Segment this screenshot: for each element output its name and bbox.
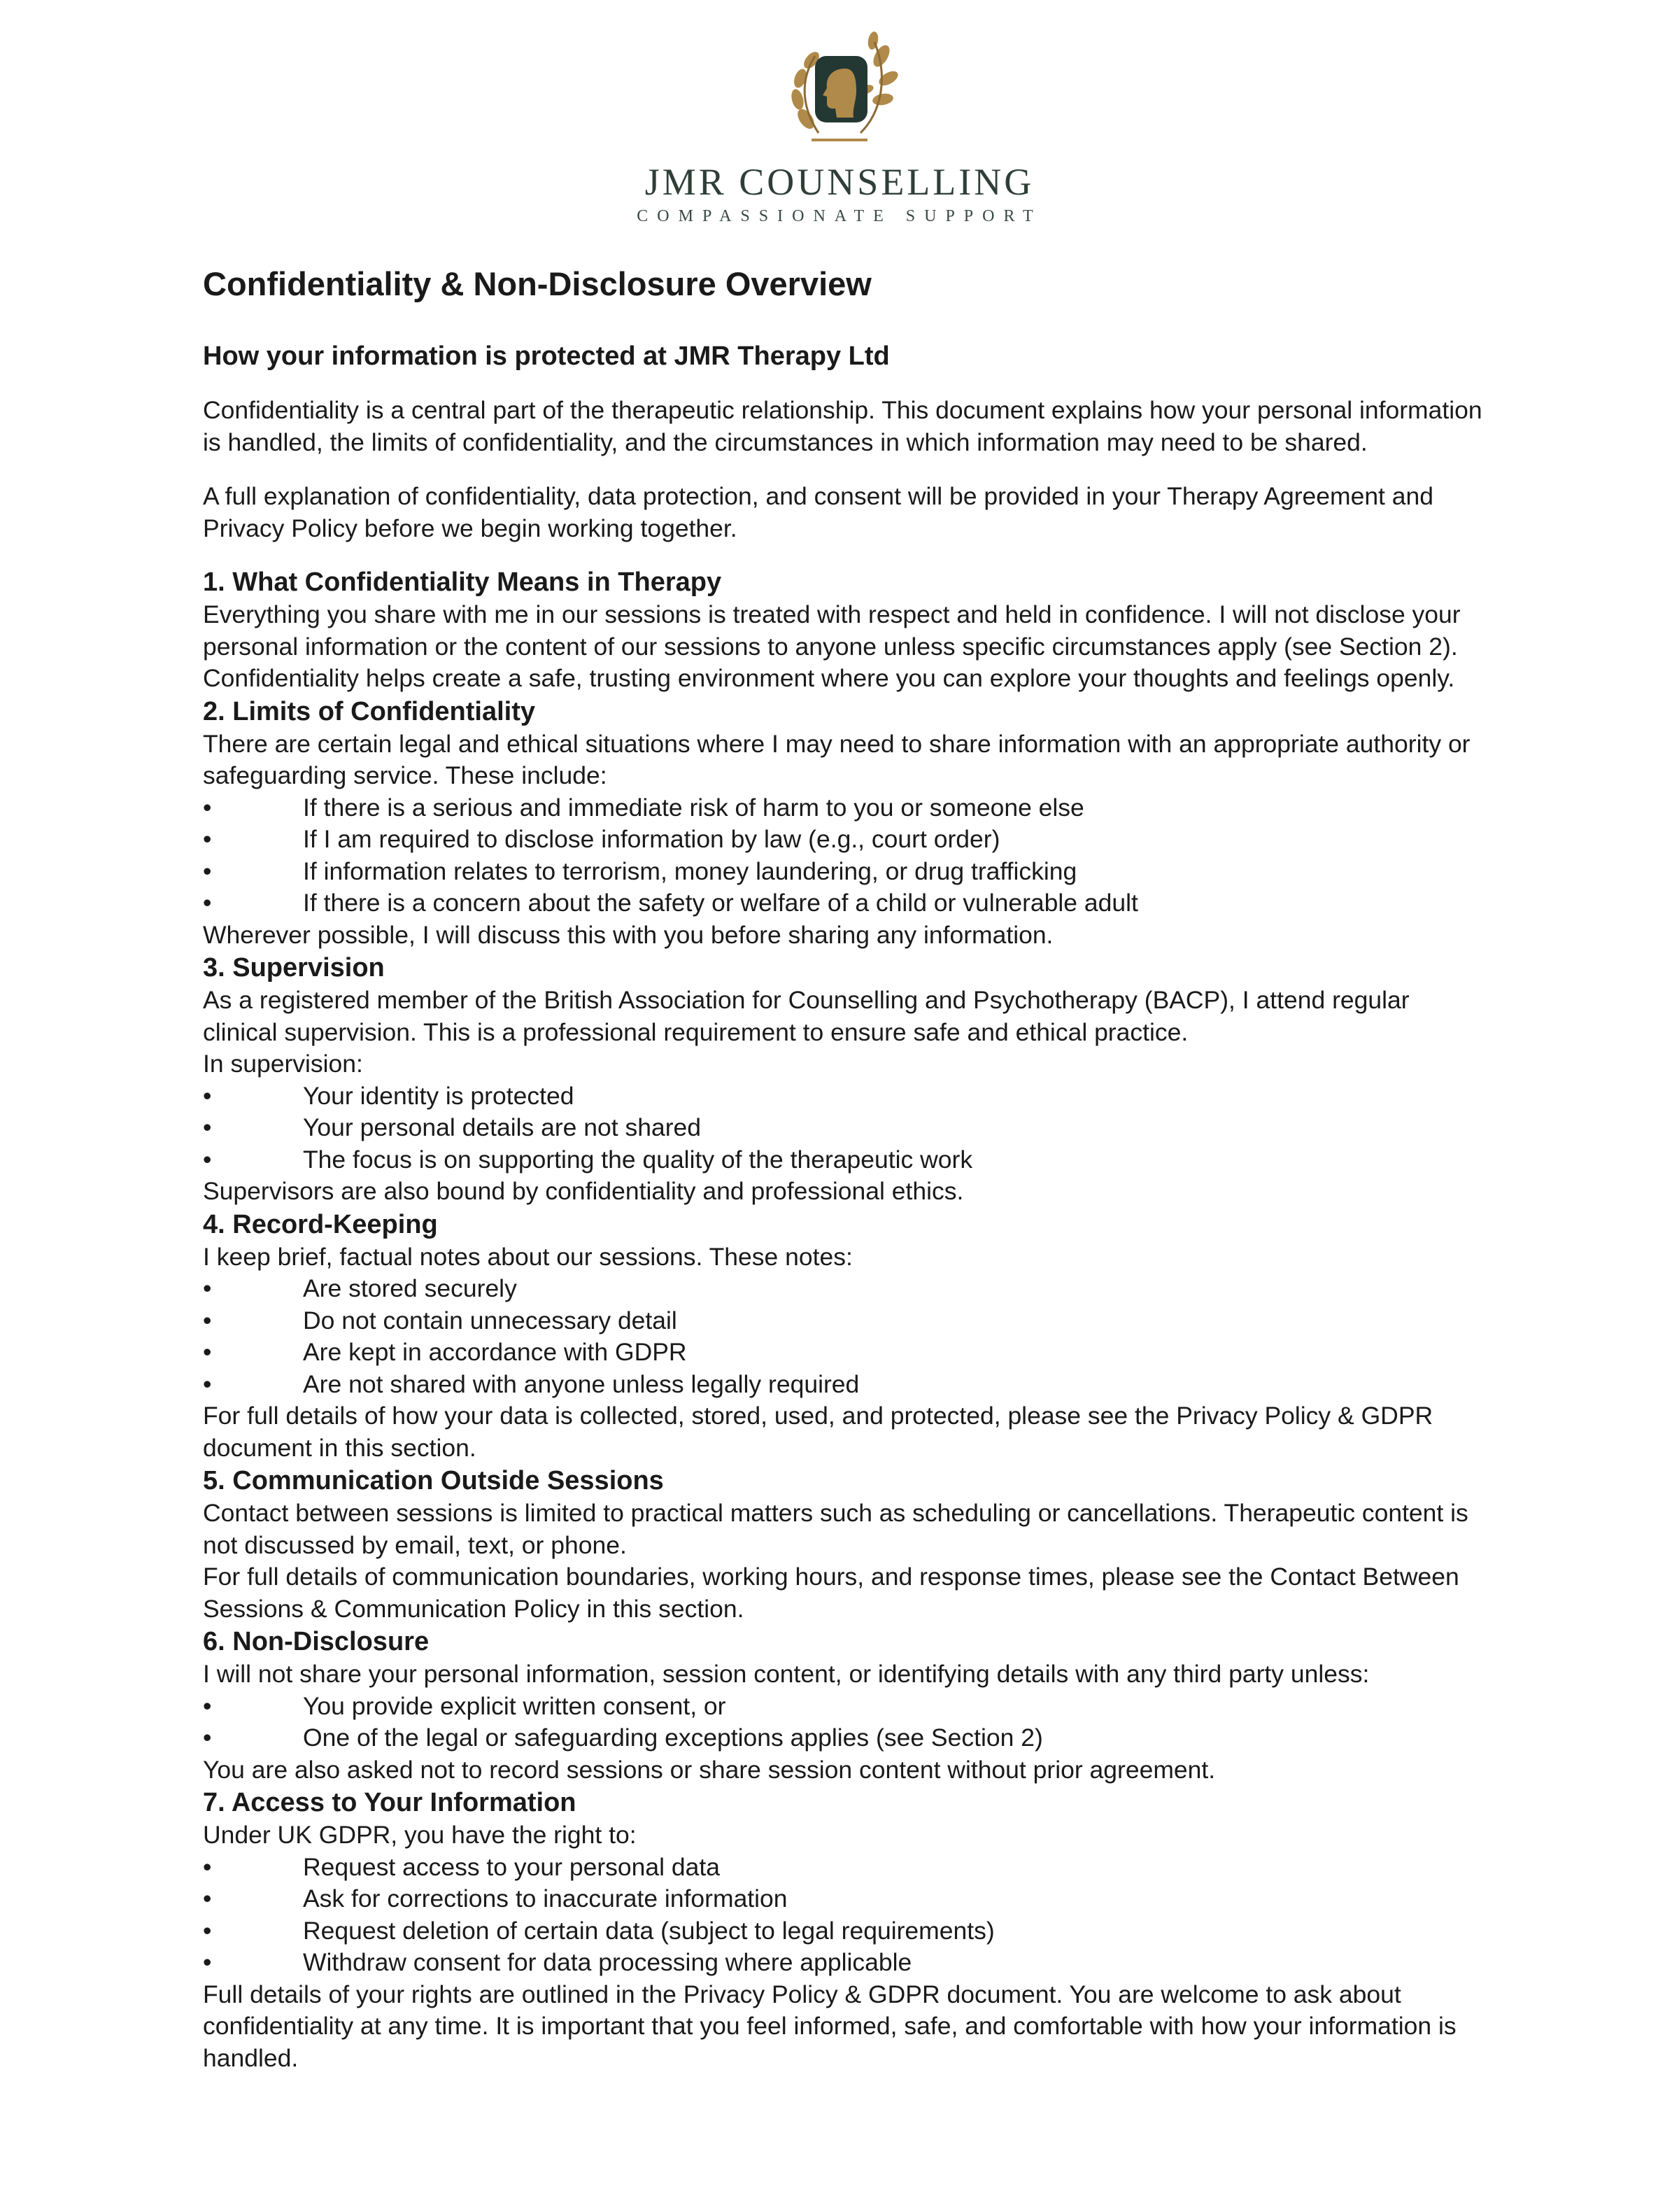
list-item: [203, 1273, 1483, 1305]
section-heading: 3. Supervision: [203, 953, 385, 982]
list-item-text: Withdraw consent for data processing where applicable: [303, 1948, 912, 1976]
head-leaves-logo-icon: [777, 28, 902, 154]
list-item-text: Your identity is protected: [303, 1081, 574, 1110]
list-item: [203, 856, 1483, 888]
list-item: [203, 824, 1483, 856]
list-item-text: If information relates to terrorism, money laundering, or drug trafficking: [303, 857, 1077, 885]
section-paragraph: I keep brief, factual notes about our sessions. These notes:: [203, 1242, 853, 1271]
section-paragraph: For full details of communication boundaries, working hours, and response times, please see the Contact Between Sessions & Communication Policy in this section.: [203, 1563, 1459, 1623]
section-access: [203, 1786, 1483, 2074]
list-item-text: If there is a concern about the safety or welfare of a child or vulnerable adult: [303, 889, 1138, 917]
section-record-keeping: [203, 1208, 1483, 1465]
section-paragraph: Wherever possible, I will discuss this with you before sharing any information.: [203, 920, 1054, 949]
list-item-text: If I am required to disclose information by law (e.g., court order): [303, 825, 1000, 853]
list-item-text: Do not contain unnecessary detail: [303, 1306, 677, 1334]
section-supervision: [203, 951, 1483, 1208]
list-item-text: One of the legal or safeguarding exceptions applies (see Section 2): [303, 1724, 1043, 1752]
list-item: [203, 1915, 1483, 1947]
section-heading: 2. Limits of Confidentiality: [203, 696, 536, 726]
section-paragraph: You are also asked not to record sessions or share session content without prior agreement.: [203, 1755, 1216, 1784]
list-item: [203, 1337, 1483, 1369]
intro-paragraph: A full explanation of confidentiality, data protection, and consent will be provided in your Therapy Agreement and Privacy Policy before we begin working together.: [203, 482, 1434, 542]
bullet-list: [203, 1080, 1483, 1176]
list-item: [203, 1852, 1483, 1884]
list-item-text: Are kept in accordance with GDPR: [303, 1338, 687, 1366]
section-paragraph: Contact between sessions is limited to practical matters such as scheduling or cancellations. Therapeutic content is not discussed by email, text, or phone.: [203, 1499, 1468, 1559]
bullet-list: [203, 1852, 1483, 1979]
section-paragraph: Confidentiality helps create a safe, trusting environment where you can explore your thoughts and feelings openly.: [203, 664, 1455, 692]
section-heading: 5. Communication Outside Sessions: [203, 1466, 664, 1495]
section-paragraph: I will not share your personal information, session content, or identifying details with any third party unless:: [203, 1660, 1370, 1688]
intro-paragraph: Confidentiality is a central part of the therapeutic relationship. This document explains how your personal information is handled, the limits of confidentiality, and the circumstances in which information may need to be shared.: [203, 396, 1482, 456]
list-item-text: Your personal details are not shared: [303, 1113, 702, 1141]
section-heading: 1. What Confidentiality Means in Therapy: [203, 568, 722, 597]
bullet-icon: •: [203, 1274, 212, 1302]
bullet-icon: •: [203, 1916, 212, 1945]
bullet-icon: •: [203, 1145, 212, 1174]
section-heading: 7. Access to Your Information: [203, 1788, 576, 1817]
section-communication: [203, 1464, 1483, 1625]
list-item: [203, 1691, 1483, 1723]
section-paragraph: Under UK GDPR, you have the right to:: [203, 1821, 637, 1849]
list-item-text: Ask for corrections to inaccurate information: [303, 1885, 788, 1912]
bullet-icon: •: [203, 1338, 212, 1366]
section-non-disclosure: [203, 1625, 1483, 1786]
bullet-list: [203, 792, 1483, 920]
brand-name: JMR COUNSELLING: [644, 161, 1035, 203]
bullet-icon: •: [203, 1306, 212, 1334]
section-limits: [203, 695, 1483, 952]
document-subtitle: How your information is protected at JMR Therapy Ltd: [203, 341, 890, 371]
section-paragraph: In supervision:: [203, 1050, 363, 1078]
bullet-icon: •: [203, 1369, 212, 1398]
bullet-icon: •: [203, 1724, 212, 1752]
bullet-icon: •: [203, 793, 212, 822]
list-item-text: The focus is on supporting the quality of the therapeutic work: [303, 1145, 973, 1174]
bullet-list: [203, 1273, 1483, 1400]
list-item: [203, 1112, 1483, 1144]
section-paragraph: Supervisors are also bound by confidentiality and professional ethics.: [203, 1177, 964, 1205]
bullet-icon: •: [203, 825, 212, 853]
section-paragraph: As a registered member of the British Association for Counselling and Psychotherapy (BACP), I attend regular clinical supervision. This is a professional requirement to ensure safe and ethical practice.: [203, 986, 1410, 1046]
list-item-text: You provide explicit written consent, or: [303, 1691, 726, 1720]
brand-tagline: COMPASSIONATE SUPPORT: [637, 207, 1042, 225]
bullet-icon: •: [203, 857, 212, 885]
list-item: [203, 1144, 1483, 1176]
section-heading: 6. Non-Disclosure: [203, 1627, 430, 1656]
section-paragraph: For full details of how your data is collected, stored, used, and protected, please see the Privacy Policy & GDPR document in this section.: [203, 1402, 1433, 1462]
section-paragraph: There are certain legal and ethical situations where I may need to share information with an appropriate authority or safeguarding service. These include:: [203, 729, 1471, 789]
list-item-text: Are not shared with anyone unless legally required: [303, 1369, 860, 1398]
document-title: Confidentiality & Non-Disclosure Overview: [203, 265, 872, 302]
bullet-icon: •: [203, 1081, 212, 1110]
list-item-text: Request deletion of certain data (subject to legal requirements): [303, 1916, 995, 1945]
bullet-icon: •: [203, 1691, 212, 1720]
list-item-text: If there is a serious and immediate risk of harm to you or someone else: [303, 793, 1084, 822]
bullet-icon: •: [203, 889, 212, 917]
bullet-list: [203, 1691, 1483, 1754]
list-item: [203, 1369, 1483, 1401]
list-item: [203, 792, 1483, 824]
logo: [0, 28, 1679, 227]
list-item: [203, 1722, 1483, 1754]
list-item: [203, 887, 1483, 920]
list-item-text: Are stored securely: [303, 1274, 517, 1302]
bullet-icon: •: [203, 1113, 212, 1141]
list-item: [203, 1883, 1483, 1915]
list-item: [203, 1947, 1483, 1979]
list-item: [203, 1080, 1483, 1113]
list-item-text: Request access to your personal data: [303, 1852, 720, 1881]
list-item: [203, 1305, 1483, 1337]
bullet-icon: •: [203, 1885, 212, 1912]
section-paragraph: Everything you share with me in our sessions is treated with respect and held in confidence. I will not disclose your personal information or the content of our sessions to anyone unless specific circumstances apply (see Section 2).: [203, 600, 1461, 661]
section-heading: 4. Record-Keeping: [203, 1209, 438, 1239]
bullet-icon: •: [203, 1948, 212, 1976]
section-confidentiality-meaning: [203, 565, 1483, 695]
section-paragraph: Full details of your rights are outlined in the Privacy Policy & GDPR document. You are welcome to ask about confidentiality at any time. It is important that you feel informed, safe, and comfortable with how your information is handled.: [203, 1980, 1457, 2072]
bullet-icon: •: [203, 1852, 212, 1881]
document-content: [203, 265, 1483, 2074]
